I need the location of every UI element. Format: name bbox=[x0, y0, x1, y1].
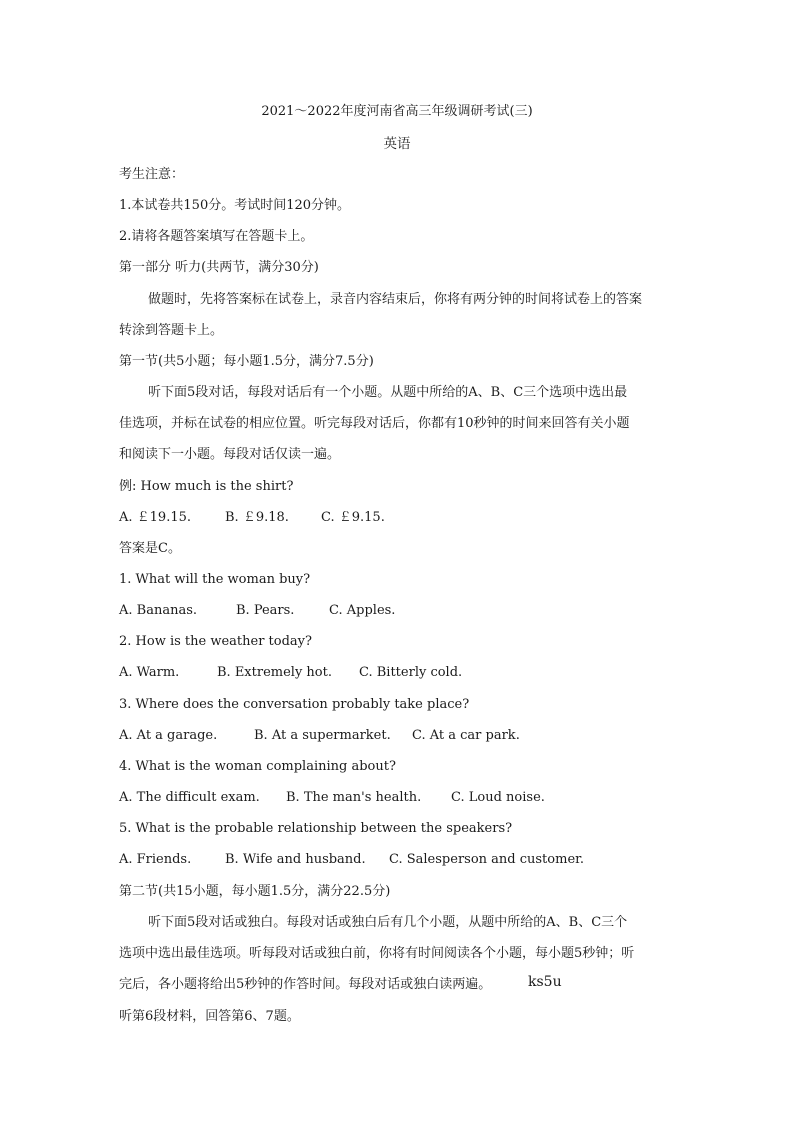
question-4-option-a: A. The difficult exam. bbox=[119, 790, 260, 805]
section1-intro-line-3: 和阅读下一小题。每段对话仅读一遍。 bbox=[119, 447, 341, 462]
question-1-option-b: B. Pears. bbox=[236, 603, 295, 618]
part1-intro-line-1: 做题时，先将答案标在试卷上，录音内容结束后，你将有两分钟的时间将试卷上的答案 bbox=[148, 292, 643, 307]
question-1-option-c: C. Apples. bbox=[329, 603, 396, 618]
question-3-options bbox=[119, 728, 520, 744]
section1-intro-line-1: 听下面5段对话，每段对话后有一个小题。从题中所给的A、B、C三个选项中选出最 bbox=[148, 385, 628, 400]
question-4-option-c: C. Loud noise. bbox=[451, 790, 545, 805]
example-options bbox=[119, 510, 385, 526]
notice-item-2: 2.请将各题答案填写在答题卡上。 bbox=[119, 229, 314, 244]
example-question: 例: How much is the shirt? bbox=[119, 479, 294, 494]
example-answer: 答案是C。 bbox=[119, 541, 181, 556]
example-option-b: B. ￡9.18. bbox=[225, 510, 289, 525]
question-3-option-b: B. At a supermarket. bbox=[254, 728, 391, 743]
part1-intro-line-2: 转涂到答题卡上。 bbox=[119, 323, 224, 338]
question-3-option-a: A. At a garage. bbox=[119, 728, 218, 743]
section1-heading: 第一节(共5小题；每小题1.5分，满分7.5分) bbox=[119, 354, 374, 369]
question-3: 3. Where does the conversation probably take place? bbox=[119, 697, 470, 712]
section2-intro-line-3: 完后，各小题将给出5秒钟的作答时间。每段对话或独白读两遍。 bbox=[119, 977, 492, 992]
notice-heading: 考生注意： bbox=[119, 167, 185, 182]
question-4: 4. What is the woman complaining about? bbox=[119, 759, 396, 774]
question-3-option-c: C. At a car park. bbox=[412, 728, 520, 743]
question-1: 1. What will the woman buy? bbox=[119, 572, 311, 587]
question-5-options bbox=[119, 852, 584, 868]
question-5-option-c: C. Salesperson and customer. bbox=[389, 852, 585, 867]
subject-title: 英语 bbox=[383, 136, 411, 152]
question-2-option-b: B. Extremely hot. bbox=[217, 665, 332, 680]
question-2: 2. How is the weather today? bbox=[119, 634, 312, 649]
question-4-options bbox=[119, 790, 545, 806]
section1-intro-line-2: 佳选项，并标在试卷的相应位置。听完每段对话后，你都有10秒钟的时间来回答有关小题 bbox=[119, 416, 630, 431]
section2-heading: 第二节(共15小题，每小题1.5分，满分22.5分) bbox=[119, 884, 391, 899]
question-5-option-b: B. Wife and husband. bbox=[225, 852, 366, 867]
section2-intro-line-1: 听下面5段对话或独白。每段对话或独白后有几个小题，从题中所给的A、B、C三个 bbox=[148, 915, 628, 930]
section2-intro-line-2: 选项中选出最佳选项。听每段对话或独白前，你将有时间阅读各个小题，每小题5秒钟；听 bbox=[119, 946, 635, 961]
question-1-options bbox=[119, 603, 395, 619]
question-2-option-a: A. Warm. bbox=[119, 665, 180, 680]
watermark-text: ks5u bbox=[528, 974, 562, 990]
question-5-option-a: A. Friends. bbox=[119, 852, 192, 867]
exam-title: 2021～2022年度河南省高三年级调研考试(三) bbox=[261, 104, 533, 119]
example-option-c: C. ￡9.15. bbox=[321, 510, 385, 525]
question-5: 5. What is the probable relationship between the speakers? bbox=[119, 821, 513, 836]
question-1-option-a: A. Bananas. bbox=[119, 603, 198, 618]
part1-heading: 第一部分 听力(共两节，满分30分) bbox=[119, 260, 319, 275]
question-2-options bbox=[119, 665, 462, 681]
notice-item-1: 1.本试卷共150分。考试时间120分钟。 bbox=[119, 198, 351, 213]
question-4-option-b: B. The man's health. bbox=[286, 790, 422, 805]
example-option-a: A. ￡19.15. bbox=[119, 510, 192, 525]
question-2-option-c: C. Bitterly cold. bbox=[359, 665, 463, 680]
material-note: 听第6段材料，回答第6、7题。 bbox=[119, 1009, 300, 1024]
